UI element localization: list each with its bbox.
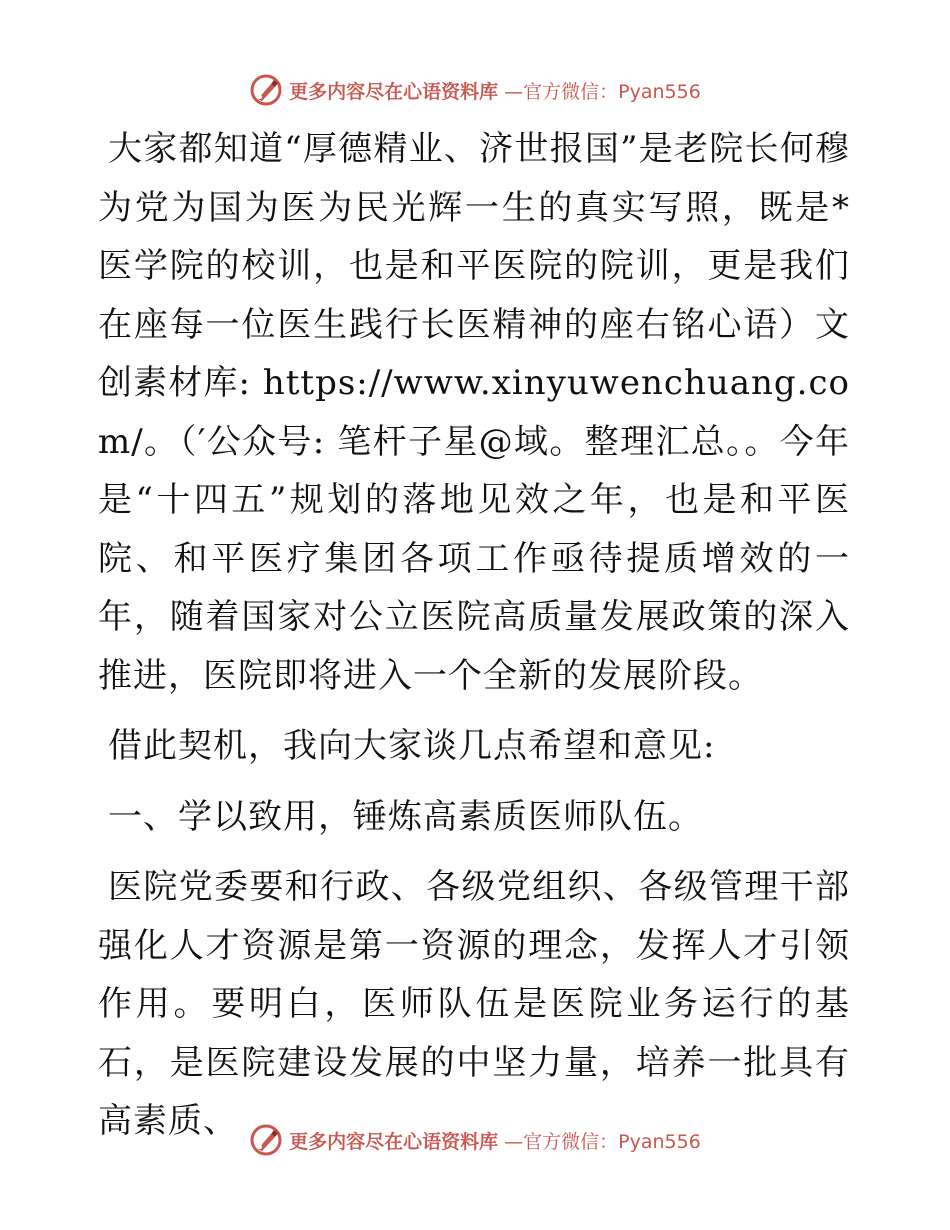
watermark-banner-bottom — [0, 1120, 950, 1160]
paragraph-intro: 大家都知道“厚德精业、济世报国”是老院长何穆为党为国为医为民光辉一生的真实写照，既是*医学院的校训，也是和平医院的院训，更是我们在座每一位医生践行长医精神的座右铭心语）文创素材库: https://www.xinyuwenchuang.com/。（′公众号: 笔杆子星@域。整理汇总。。今年是“十四五”规划的落地见效之年，也是和平医院、和平医疗集团各项工作亟待提质增效的一年，随着国家对公立医院高质量发展政策的深入推进，医院即将进入一个全新的发展阶段。 — [98, 129, 850, 696]
watermark-main-text: 更多内容尽在心语资料库 — [289, 80, 499, 103]
paragraph-section-1: 医院党委要和行政、各级党组织、各级管理干部强化人才资源是第一资源的理念，发挥人才引领作用。要明白，医师队伍是医院业务运行的基石，是医院建设发展的中坚力量，培养一批具有高素质、 — [98, 867, 850, 1141]
document-body — [98, 120, 850, 1163]
watermark-main-text: 更多内容尽在心语资料库 — [289, 1130, 499, 1153]
pen-logo-icon — [249, 73, 283, 107]
paragraph-transition: 借此契机，我向大家谈几点希望和意见: — [108, 726, 716, 766]
pen-logo-icon — [249, 1123, 283, 1157]
watermark-sub-text: —官方微信：Pyan556 — [504, 80, 701, 103]
watermark-banner-top — [0, 70, 950, 110]
watermark-sub-text: —官方微信：Pyan556 — [504, 1130, 701, 1153]
section-heading-1: 一、学以致用，锤炼高素质医师队伍。 — [108, 796, 703, 837]
